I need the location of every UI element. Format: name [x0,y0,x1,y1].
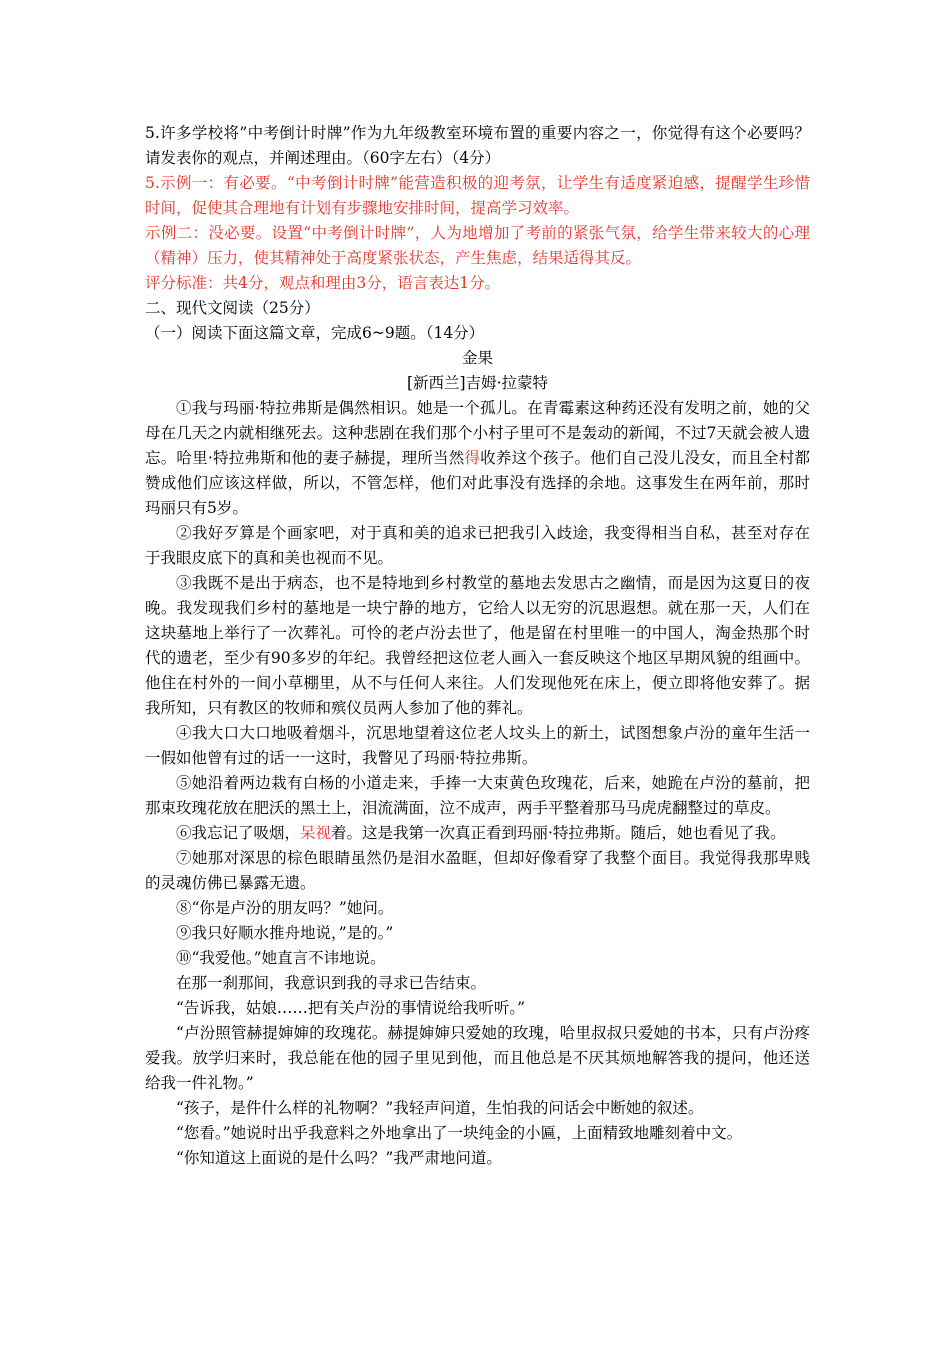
paragraph-1 [145,396,810,521]
section-heading: 二、现代文阅读（25分） [145,299,320,317]
question-5: 5.许多学校将”中考倒计时牌”作为九年级教室环境布置的重要内容之一，你觉得有这个必要吗？请发表你的观点，并阐述理由。（60字左右）（4分） [145,124,810,167]
scoring-criteria: 评分标准：共4分，观点和理由3分，语言表达1分。 [145,274,501,292]
paragraph-10: ⑩“我爱他。”她直言不讳地说。 [176,949,386,967]
paragraph-3: ③我既不是出于病态，也不是特地到乡村教堂的墓地去发思古之幽情，而是因为这夏日的夜晚。我发现我们乡村的墓地是一块宁静的地方，它给人以无穷的沉思遐想。就在那一天，人们在这块墓地上举行了一次葬礼。可怜的老卢汾去世了，他是留在村里唯一的中国人，淘金热那个时代的遗老，至少有90多岁的年纪。我曾经把这位老人画入一套反映这个地区早期风貌的组画中。他住在村外的一间小草棚里，从不与任何人来往。人们发现他死在床上，便立即将他安葬了。据我所知，只有教区的牧师和殡仪员两人参加了他的葬礼。 [145,574,810,717]
paragraph-1-part-a: ①我与玛丽·特拉弗斯是偶然相识。她是一个孤儿。在青霉素这种药还没有发明之前，她的父母在几天之内就相继死去。这种悲剧在我们那个小村子里可不是轰动的新闻，不过7天就会被人遗忘。哈里·特拉弗斯和他的妻子赫提，理所当然 [145,399,810,467]
highlighted-word: 得 [464,449,481,467]
paragraph-8: ⑧“你是卢汾的朋友吗？”她问。 [176,899,394,917]
section-subheading: （一）阅读下面这篇文章，完成6~9题。（14分） [145,324,485,342]
paragraph-11: 在那一刹那间，我意识到我的寻求已告结束。 [176,974,487,992]
paragraph-14: “孩子，是件什么样的礼物啊？”我轻声问道，生怕我的问话会中断她的叙述。 [176,1099,704,1117]
paragraph-1-part-b: 收养这个孩子。他们自己没儿没女，而且全村都赞成他们应该这样做，所以，不管怎样，他们对此事没有选择的余地。这事发生在两年前，那时玛丽只有5岁。 [145,449,810,517]
paragraph-5: ⑤她沿着两边栽有白杨的小道走来，手捧一大束黄色玫瑰花，后来，她跪在卢汾的墓前，把那束玫瑰花放在肥沃的黑土上，泪流满面，泣不成声，两手平整着那马马虎虎翻整过的草皮。 [145,774,810,817]
paragraph-16: “你知道这上面说的是什么吗？”我严肃地问道。 [176,1149,502,1167]
paragraph-9: ⑨我只好顺水推舟地说，”是的。” [176,924,394,942]
paragraph-13: “卢汾照管赫提婶婶的玫瑰花。赫提婶婶只爱她的玫瑰，哈里叔叔只爱她的书本，只有卢汾疼爱我。放学归来时，我总能在他的园子里见到他，而且他总是不厌其烦地解答我的提问，他还送给我一件礼物。” [145,1024,810,1092]
paragraph-4: ④我大口大口地吸着烟斗，沉思地望着这位老人坟头上的新土，试图想象卢汾的童年生活一一假如他曾有过的话一一这时，我瞥见了玛丽·特拉弗斯。 [145,724,810,767]
highlighted-word: 呆视 [300,824,332,842]
paragraph-6 [145,821,810,846]
answer-example-2: 示例二：没必要。设置“中考倒计时牌”，人为地增加了考前的紧张气氛，给学生带来较大的心理（精神）压力，使其精神处于高度紧张状态，产生焦虑，结果适得其反。 [145,224,810,267]
article-author: [新西兰]吉姆·拉蒙特 [406,374,549,392]
paragraph-12: “告诉我，姑娘……把有关卢汾的事情说给我听听。” [176,999,526,1017]
document-page [145,121,810,1171]
paragraph-6-part-b: 着。这是我第一次真正看到玛丽·特拉弗斯。随后，她也看见了我。 [331,824,786,842]
paragraph-2: ②我好歹算是个画家吧，对于真和美的追求已把我引入歧途，我变得相当自私，甚至对存在于我眼皮底下的真和美也视而不见。 [145,524,810,567]
answer-example-1: 5.示例一：有必要。“中考倒计时牌”能营造积极的迎考氛，让学生有适度紧迫感，提醒学生珍惜时间，促使其合理地有计划有步骤地安排时间，提高学习效率。 [145,174,810,217]
paragraph-6-part-a: ⑥我忘记了吸烟， [176,824,301,842]
article-title: 金果 [461,349,493,367]
paragraph-15: “您看。”她说时出乎我意料之外地拿出了一块纯金的小匾，上面精致地雕刻着中文。 [176,1124,743,1142]
paragraph-7: ⑦她那对深思的棕色眼睛虽然仍是泪水盈眶，但却好像看穿了我整个面目。我觉得我那卑贱的灵魂仿佛已暴露无遗。 [145,849,810,892]
